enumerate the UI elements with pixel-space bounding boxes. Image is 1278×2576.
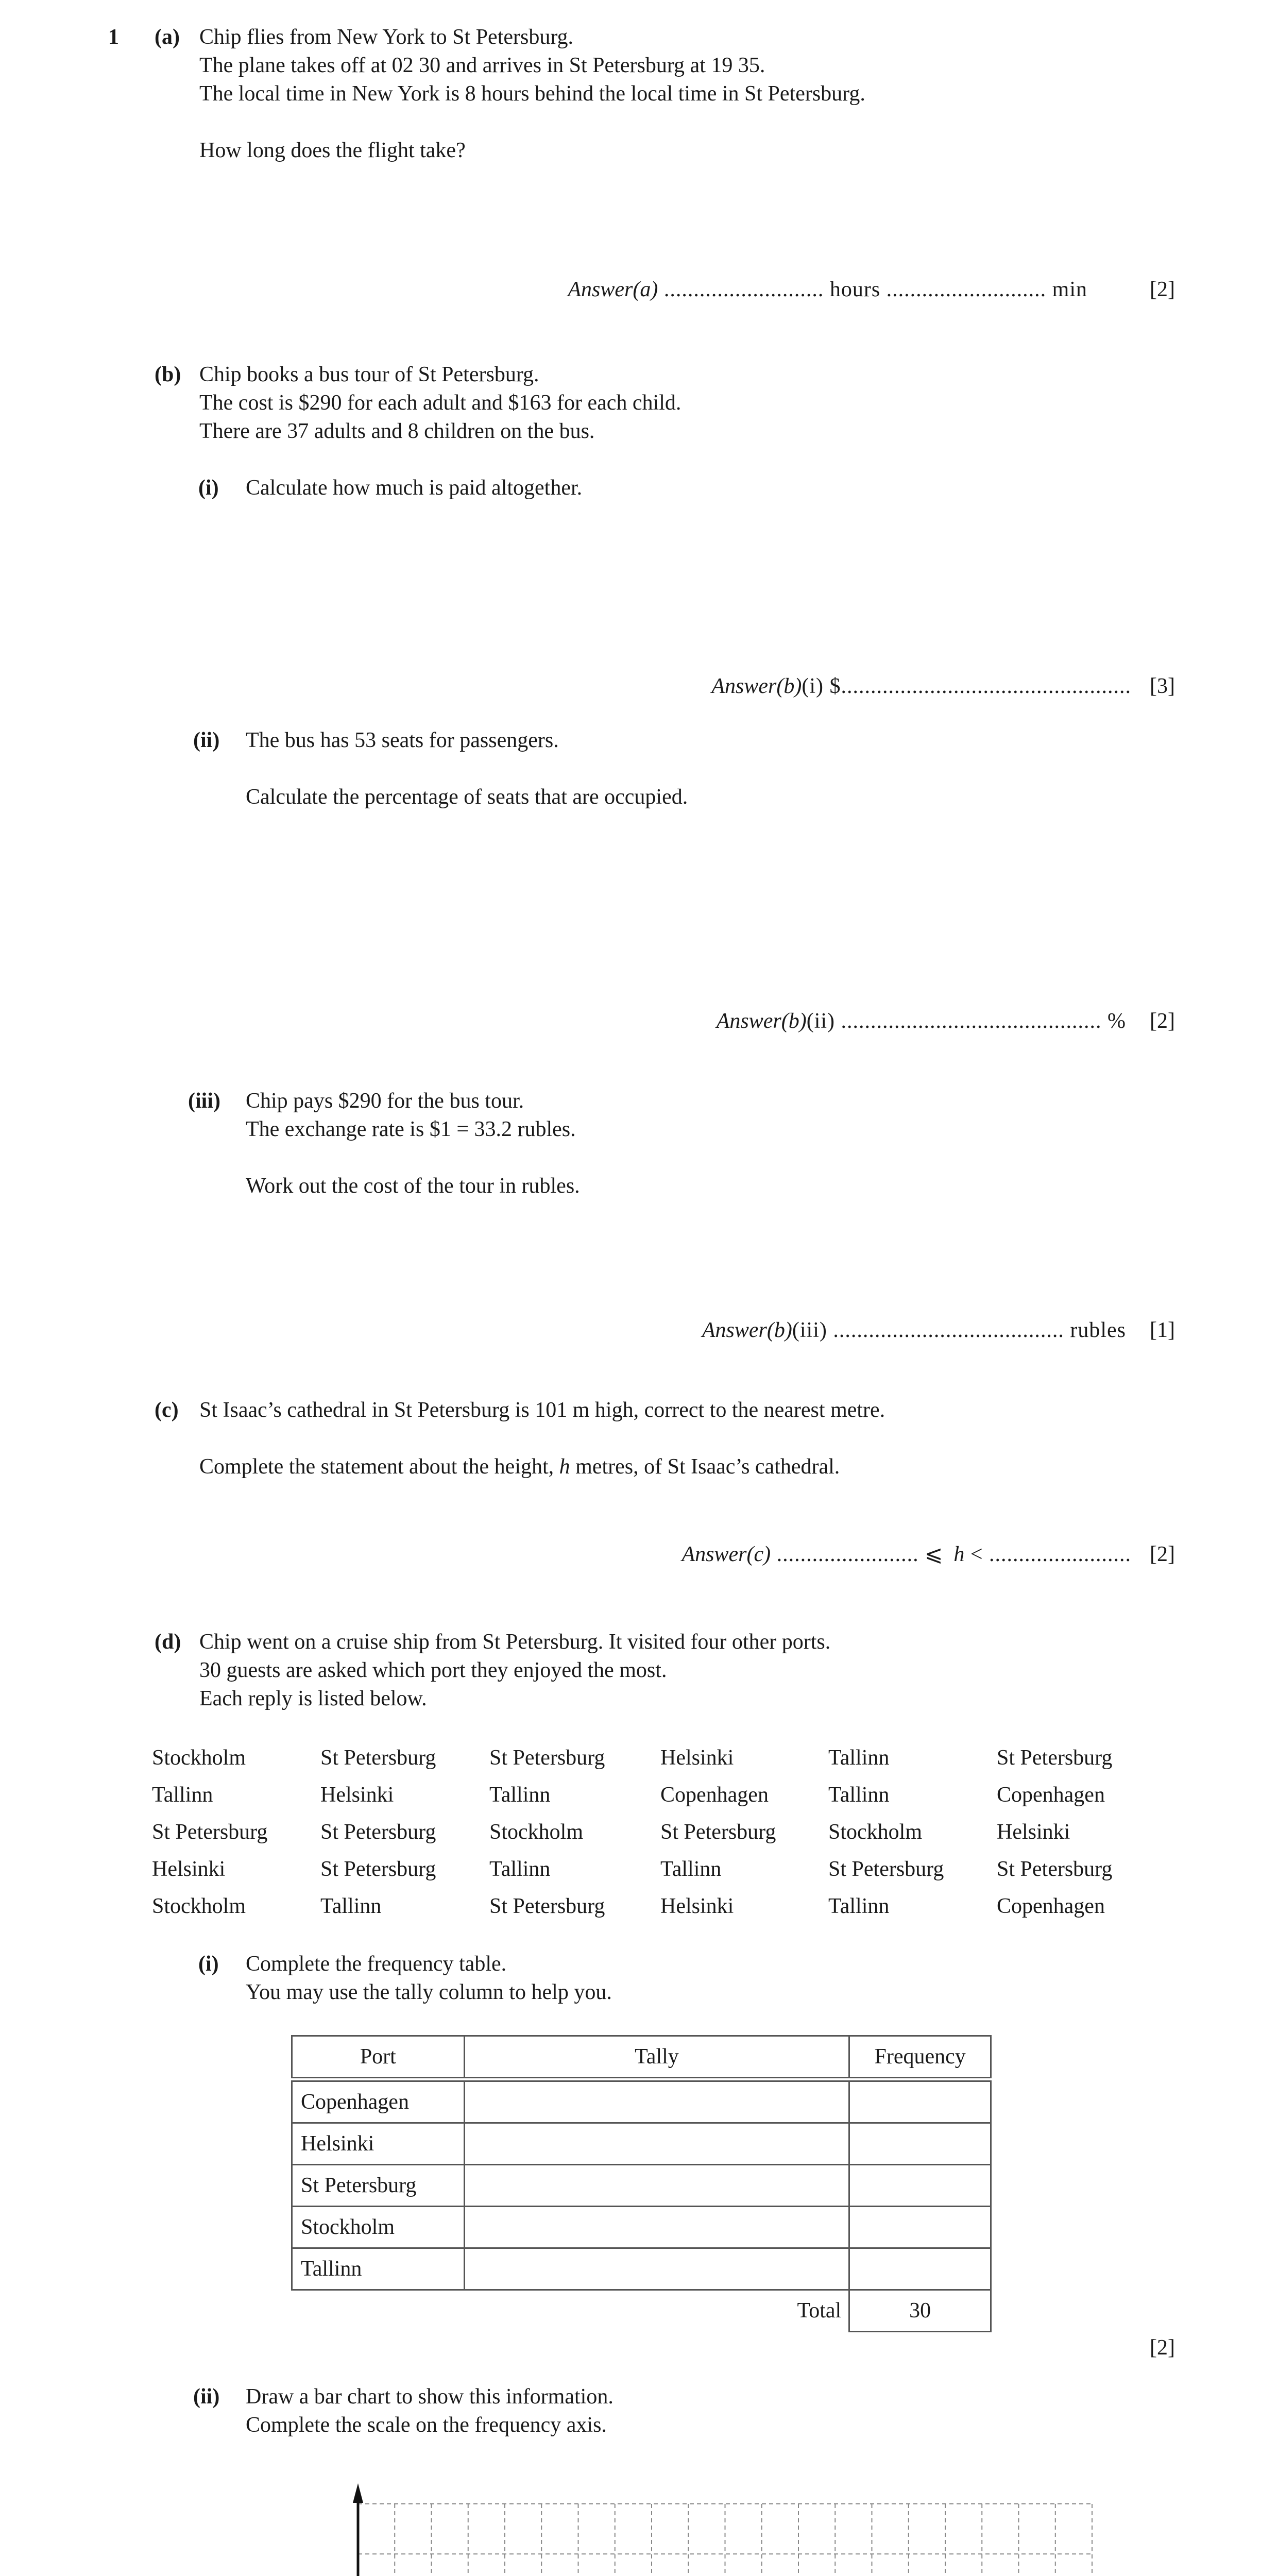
reply-cell: Stockholm (828, 1820, 923, 1844)
frequency-table (291, 2035, 992, 2332)
part-d-i-label: (i) (198, 1952, 219, 1976)
table-row (292, 2207, 991, 2248)
table-frequency-cell[interactable] (849, 2207, 991, 2248)
table-port-cell: Helsinki (292, 2123, 465, 2165)
part-d-ii-label: (ii) (193, 2385, 220, 2409)
part-b-ii-question: Calculate the percentage of seats that are occupied. (246, 785, 688, 809)
answer-a-blank[interactable]: ........................... hours ........................... min (658, 278, 1087, 301)
answer-b-iii-prefix: Answer(b) (702, 1318, 792, 1342)
reply-cell: Tallinn (489, 1783, 551, 1807)
part-a-label: (a) (155, 25, 180, 49)
reply-cell: St Petersburg (997, 1857, 1113, 1881)
reply-cell: St Petersburg (489, 1746, 605, 1770)
marks-b-iii: [1] (1150, 1318, 1175, 1342)
reply-cell: St Petersburg (997, 1746, 1113, 1770)
answer-b-ii-line[interactable] (717, 1007, 1126, 1036)
reply-cell: Tallinn (320, 1894, 382, 1918)
reply-cell: Copenhagen (997, 1783, 1105, 1807)
table-row (292, 2248, 991, 2290)
part-d-i-line-1: Complete the frequency table. (246, 1952, 507, 1976)
table-frequency-cell[interactable] (849, 2248, 991, 2290)
part-b-line-3: There are 37 adults and 8 children on the bus. (199, 419, 595, 443)
answer-b-iii-line[interactable] (702, 1316, 1126, 1345)
answer-b-i-blank[interactable]: (i) $................................................. (802, 674, 1131, 698)
table-total-label: Total (797, 2299, 842, 2323)
table-port-cell: Tallinn (292, 2248, 465, 2290)
marks-a: [2] (1150, 278, 1175, 301)
answer-c-leq-symbol: ⩽ (925, 1543, 943, 1566)
table-frequency-cell[interactable] (849, 2165, 991, 2207)
part-d-line-1: Chip went on a cruise ship from St Petersburg. It visited four other ports. (199, 1630, 831, 1654)
reply-cell: Tallinn (489, 1857, 551, 1881)
part-b-i-label: (i) (198, 476, 219, 500)
reply-cell: Stockholm (152, 1746, 246, 1770)
part-b-line-1: Chip books a bus tour of St Petersburg. (199, 363, 539, 386)
answer-c-variable-h: h (953, 1543, 965, 1566)
table-total-value: 30 (849, 2290, 991, 2332)
answer-b-ii-blank[interactable]: (ii) ............................................ % (806, 1009, 1126, 1033)
answer-b-i-prefix: Answer(b) (711, 674, 802, 698)
part-a-line-1: Chip flies from New York to St Petersburg. (199, 25, 574, 49)
reply-cell: Tallinn (828, 1746, 890, 1770)
part-d-ii-line-2: Complete the scale on the frequency axis. (246, 2413, 607, 2437)
part-a-line-3: The local time in New York is 8 hours behind the local time in St Petersburg. (199, 82, 865, 106)
reply-cell: St Petersburg (320, 1820, 436, 1844)
part-c-label: (c) (155, 1398, 179, 1422)
part-d-i-line-2: You may use the tally column to help you. (246, 1980, 612, 2004)
table-header-port: Port (292, 2036, 465, 2080)
reply-cell: Stockholm (489, 1820, 584, 1844)
answer-b-ii-prefix: Answer(b) (716, 1009, 807, 1033)
part-b-iii-line-1: Chip pays $290 for the bus tour. (246, 1089, 524, 1113)
part-d-line-3: Each reply is listed below. (199, 1687, 427, 1710)
marks-b-ii: [2] (1150, 1009, 1175, 1033)
reply-cell: St Petersburg (660, 1820, 776, 1844)
reply-cell: Copenhagen (660, 1783, 769, 1807)
y-axis-arrow-icon (353, 2483, 363, 2503)
table-port-cell: St Petersburg (292, 2165, 465, 2207)
part-b-i-question: Calculate how much is paid altogether. (246, 476, 583, 500)
reply-cell: Helsinki (997, 1820, 1070, 1844)
part-d-line-2: 30 guests are asked which port they enjoyed the most. (199, 1658, 667, 1682)
part-b-iii-line-2: The exchange rate is $1 = 33.2 rubles. (246, 1117, 576, 1141)
table-tally-cell[interactable] (464, 2079, 849, 2123)
part-b-line-2: The cost is $290 for each adult and $163 for each child. (199, 391, 681, 415)
table-frequency-cell[interactable] (849, 2123, 991, 2165)
table-tally-cell[interactable] (464, 2207, 849, 2248)
table-port-cell: Copenhagen (292, 2079, 465, 2123)
answer-b-i-line[interactable] (711, 672, 1131, 701)
answer-c-upper-blank[interactable]: < ........................ (964, 1543, 1131, 1566)
answer-a-line[interactable] (568, 276, 1087, 304)
part-c-line-1: St Isaac’s cathedral in St Petersburg is 101 m high, correct to the nearest metre. (199, 1398, 885, 1422)
reply-cell: St Petersburg (489, 1894, 605, 1918)
part-c-line-2-post: metres, of St Isaac’s cathedral. (570, 1455, 840, 1479)
part-a-line-2: The plane takes off at 02 30 and arrives in St Petersburg at 19 35. (199, 54, 765, 77)
table-header-frequency: Frequency (849, 2036, 991, 2080)
reply-cell: St Petersburg (152, 1820, 268, 1844)
reply-cell: Tallinn (828, 1783, 890, 1807)
table-total-spacer (292, 2290, 465, 2332)
table-row (292, 2079, 991, 2123)
table-row (292, 2165, 991, 2207)
bar-chart-grid[interactable] (0, 2463, 1278, 2576)
table-port-cell: Stockholm (292, 2207, 465, 2248)
answer-b-iii-blank[interactable]: (iii) ....................................... rubles (792, 1318, 1126, 1342)
table-header-tally: Tally (464, 2036, 849, 2080)
part-c-line-2-pre: Complete the statement about the height, (199, 1455, 559, 1479)
reply-cell: Stockholm (152, 1894, 246, 1918)
table-frequency-cell[interactable] (849, 2079, 991, 2123)
reply-cell: Helsinki (660, 1894, 734, 1918)
reply-cell: Helsinki (660, 1746, 734, 1770)
part-c-line-2 (199, 1453, 840, 1481)
reply-cell: Helsinki (152, 1857, 226, 1881)
marks-c: [2] (1150, 1543, 1175, 1566)
part-b-ii-label: (ii) (193, 728, 220, 752)
reply-cell: St Petersburg (828, 1857, 944, 1881)
reply-cell: Tallinn (152, 1783, 213, 1807)
question-number: 1 (108, 25, 119, 49)
table-tally-cell[interactable] (464, 2248, 849, 2290)
part-b-ii-line-1: The bus has 53 seats for passengers. (246, 728, 559, 752)
answer-c-prefix: Answer(c) (681, 1543, 771, 1566)
part-c-variable-h: h (559, 1455, 570, 1479)
answer-a-prefix: Answer(a) (568, 278, 658, 301)
reply-cell: Copenhagen (997, 1894, 1105, 1918)
table-tally-cell[interactable] (464, 2165, 849, 2207)
answer-c-lower-blank[interactable]: ........................ (771, 1543, 925, 1566)
reply-cell: Tallinn (828, 1894, 890, 1918)
part-a-question: How long does the flight take? (199, 139, 466, 162)
part-b-iii-question: Work out the cost of the tour in rubles. (246, 1174, 580, 1198)
table-tally-cell[interactable] (464, 2123, 849, 2165)
answer-c-line[interactable] (681, 1540, 1131, 1569)
marks-d-i: [2] (1150, 2336, 1175, 2360)
reply-cell: Helsinki (320, 1783, 394, 1807)
part-d-label: (d) (155, 1630, 181, 1654)
reply-cell: Tallinn (660, 1857, 722, 1881)
reply-cell: St Petersburg (320, 1746, 436, 1770)
part-d-ii-line-1: Draw a bar chart to show this information. (246, 2385, 614, 2409)
table-row (292, 2123, 991, 2165)
part-b-label: (b) (155, 363, 181, 386)
part-b-iii-label: (iii) (188, 1089, 220, 1113)
reply-cell: St Petersburg (320, 1857, 436, 1881)
marks-b-i: [3] (1150, 674, 1175, 698)
